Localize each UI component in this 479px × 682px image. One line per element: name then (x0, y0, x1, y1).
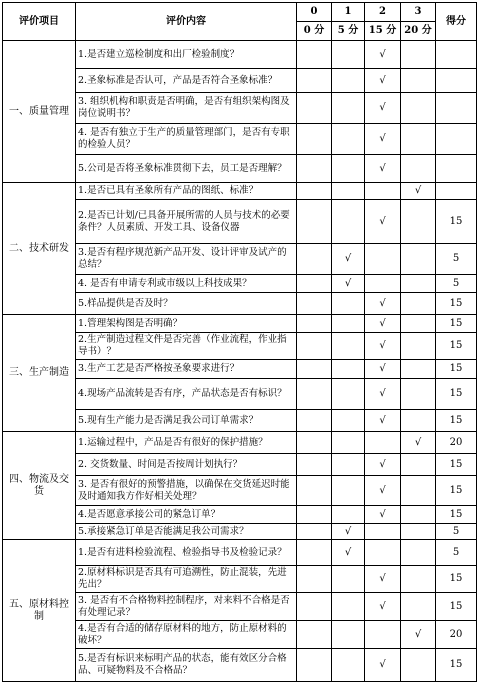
level-2-cell (365, 69, 401, 93)
level-3-cell (401, 476, 436, 506)
level-1-cell (332, 360, 365, 379)
level-3-cell (401, 410, 436, 432)
header-content: 评价内容 (76, 3, 297, 41)
level-1-cell (332, 315, 365, 333)
level-2-cell (365, 360, 401, 379)
evaluation-table (2, 2, 477, 682)
item-score: 15 (436, 476, 477, 506)
level-2-cell (365, 524, 401, 540)
level-3-cell (401, 183, 436, 200)
item-text: 4.是否愿意承接公司的紧急订单？ (76, 506, 297, 524)
level-0-cell (297, 200, 332, 244)
level-3-cell (401, 200, 436, 244)
item-score (436, 155, 477, 183)
level-0-cell (297, 432, 332, 454)
item-text: 4. 是否有独立于生产的质量管理部门，是否有专职的检验人员？ (76, 124, 297, 155)
level-2-cell (365, 155, 401, 183)
header-points-1: 5 分 (332, 22, 365, 41)
check-mark-icon: √ (379, 659, 386, 670)
item-text: 1.运输过程中，产品是否有很好的保护措施？ (76, 432, 297, 454)
item-text: 2.原材料标识是否具有可追溯性，防止混装，先进先出？ (76, 566, 297, 593)
level-3-cell (401, 333, 436, 360)
level-2-cell (365, 315, 401, 333)
level-2-cell (365, 540, 401, 566)
item-score: 15 (436, 293, 477, 315)
level-0-cell (297, 649, 332, 682)
level-2-cell (365, 476, 401, 506)
section-name: 一、质量管理 (3, 41, 76, 183)
header-level-1: 1 (332, 3, 365, 22)
level-3-cell (401, 155, 436, 183)
check-mark-icon: √ (379, 414, 386, 426)
check-mark-icon: √ (344, 253, 352, 264)
item-text: 1.是否建立巡检制度和出厂检验制度？ (76, 41, 297, 69)
level-0-cell (297, 69, 332, 93)
level-1-cell (332, 566, 365, 593)
level-3-cell (401, 454, 436, 476)
level-1-cell (332, 124, 365, 155)
item-score: 5 (436, 244, 477, 275)
level-1-cell (332, 621, 365, 649)
item-score: 15 (436, 200, 477, 244)
check-mark-icon: √ (379, 48, 386, 60)
check-mark-icon: √ (379, 162, 386, 174)
header-category: 评价项目 (3, 3, 76, 41)
check-mark-icon: √ (379, 297, 386, 309)
level-2-cell (365, 454, 401, 476)
check-mark-icon: √ (379, 508, 386, 520)
level-1-cell (332, 454, 365, 476)
level-0-cell (297, 506, 332, 524)
item-text: 5.是否有标识来标明产品的状态，能有效区分合格品、可疑物料及不合格品？ (76, 649, 297, 682)
check-mark-icon: √ (379, 74, 386, 86)
check-mark-icon: √ (379, 317, 386, 329)
item-score: 5 (436, 540, 477, 566)
level-2-cell (365, 293, 401, 315)
item-text: 3. 是否有不合格物料控制程序，对来料不合格是否有处理记录？ (76, 593, 297, 621)
level-1-cell (332, 476, 365, 506)
level-1-cell (332, 275, 365, 293)
level-2-cell (365, 183, 401, 200)
level-2-cell (365, 410, 401, 432)
check-mark-icon: √ (379, 388, 386, 399)
item-text: 5.样品提供是否及时？ (76, 293, 297, 315)
level-1-cell (332, 155, 365, 183)
level-3-cell (401, 566, 436, 593)
check-mark-icon: √ (379, 215, 386, 227)
level-0-cell (297, 333, 332, 360)
level-0-cell (297, 621, 332, 649)
level-1-cell (332, 649, 365, 682)
header-points-0: 0 分 (297, 22, 332, 41)
item-text: 5.公司是否将圣象标准贯彻下去，员工是否理解？ (76, 155, 297, 183)
level-0-cell (297, 315, 332, 333)
item-text: 2.生产制造过程文件是否完善（作业流程，作业指导书）？ (76, 333, 297, 360)
item-score: 15 (436, 410, 477, 432)
level-0-cell (297, 124, 332, 155)
level-0-cell (297, 410, 332, 432)
level-2-cell (365, 333, 401, 360)
level-2-cell (365, 244, 401, 275)
check-mark-icon: √ (414, 628, 422, 640)
level-0-cell (297, 155, 332, 183)
item-score: 15 (436, 566, 477, 593)
level-0-cell (297, 476, 332, 506)
table-row (3, 315, 477, 333)
level-0-cell (297, 540, 332, 566)
level-2-cell (365, 379, 401, 410)
check-mark-icon: √ (379, 600, 386, 612)
header-level-0: 0 (297, 3, 332, 22)
item-score: 20 (436, 621, 477, 649)
item-text: 5.承接紧急订单是否能满足我公司需求？ (76, 524, 297, 540)
level-0-cell (297, 93, 332, 124)
level-3-cell (401, 432, 436, 454)
item-score: 15 (436, 454, 477, 476)
level-3-cell (401, 593, 436, 621)
level-2-cell (365, 124, 401, 155)
check-mark-icon: √ (379, 340, 386, 351)
level-1-cell (332, 183, 365, 200)
level-0-cell (297, 379, 332, 410)
table-row (3, 41, 477, 69)
item-score: 15 (436, 360, 477, 379)
item-text: 2.圣象标准是否认可，产品是否符合圣象标准？ (76, 69, 297, 93)
header-level-2: 2 (365, 3, 401, 22)
level-0-cell (297, 244, 332, 275)
level-3-cell (401, 275, 436, 293)
level-1-cell (332, 93, 365, 124)
section-name: 三、生产制造 (3, 315, 76, 432)
item-score: 15 (436, 315, 477, 333)
item-score: 15 (436, 379, 477, 410)
item-text: 3.是否有程序规范新产品开发、设计评审及试产的总结？ (76, 244, 297, 275)
item-text: 3.生产工艺是否严格按圣象要求进行？ (76, 360, 297, 379)
level-3-cell (401, 41, 436, 69)
check-mark-icon: √ (344, 546, 352, 558)
level-2-cell (365, 200, 401, 244)
item-text: 2.是否已计划/已具备开展所需的人员与技术的必要条件？人员素质、开发工具、设备仪器 (76, 200, 297, 244)
level-1-cell (332, 41, 365, 69)
item-text: 2. 交货数量、时间是否按周计划执行？ (76, 454, 297, 476)
level-2-cell (365, 621, 401, 649)
level-1-cell (332, 524, 365, 540)
item-score (436, 124, 477, 155)
level-2-cell (365, 566, 401, 593)
check-mark-icon: √ (379, 363, 386, 374)
item-score (436, 41, 477, 69)
level-3-cell (401, 621, 436, 649)
level-1-cell (332, 410, 365, 432)
check-mark-icon: √ (414, 436, 422, 448)
level-3-cell (401, 244, 436, 275)
item-text: 3. 是否有很好的预警措施，以确保在交货延迟时能及时通知我方作好相关处理？ (76, 476, 297, 506)
level-3-cell (401, 540, 436, 566)
level-2-cell (365, 93, 401, 124)
header-points-3: 20 分 (401, 22, 436, 41)
check-mark-icon: √ (379, 102, 386, 113)
level-1-cell (332, 293, 365, 315)
level-1-cell (332, 244, 365, 275)
level-1-cell (332, 540, 365, 566)
item-text: 4.现场产品流转是否有序，产品状态是否有标识？ (76, 379, 297, 410)
section-name: 五、原材料控制 (3, 540, 76, 682)
item-score (436, 93, 477, 124)
item-score: 15 (436, 506, 477, 524)
level-1-cell (332, 506, 365, 524)
level-2-cell (365, 275, 401, 293)
level-1-cell (332, 69, 365, 93)
check-mark-icon: √ (344, 277, 352, 289)
check-mark-icon: √ (414, 185, 422, 196)
level-0-cell (297, 275, 332, 293)
item-text: 1.是否有进料检验流程、检验指导书及检验记录？ (76, 540, 297, 566)
level-0-cell (297, 454, 332, 476)
table-row (3, 183, 477, 200)
level-1-cell (332, 432, 365, 454)
item-score (436, 183, 477, 200)
level-3-cell (401, 124, 436, 155)
level-1-cell (332, 379, 365, 410)
item-score: 15 (436, 593, 477, 621)
check-mark-icon: √ (344, 525, 352, 537)
table-row (3, 540, 477, 566)
header-score: 得分 (436, 3, 477, 41)
item-score: 5 (436, 524, 477, 540)
item-score: 5 (436, 275, 477, 293)
item-text: 4. 是否有申请专利或市级以上科技成果？ (76, 275, 297, 293)
item-text: 5.现有生产能力是否满足我公司订单需求？ (76, 410, 297, 432)
level-3-cell (401, 69, 436, 93)
header-level-3: 3 (401, 3, 436, 22)
level-0-cell (297, 293, 332, 315)
level-1-cell (332, 593, 365, 621)
level-3-cell (401, 93, 436, 124)
level-3-cell (401, 379, 436, 410)
check-mark-icon: √ (379, 133, 386, 144)
level-2-cell (365, 649, 401, 682)
level-2-cell (365, 432, 401, 454)
item-score (436, 69, 477, 93)
level-2-cell (365, 593, 401, 621)
item-text: 3. 组织机构和职责是否明确，是否有组织架构图及岗位说明书？ (76, 93, 297, 124)
section-name: 四、物流及交货 (3, 432, 76, 540)
table-row (3, 432, 477, 454)
item-text: 1.是否已具有圣象所有产品的图纸、标准？ (76, 183, 297, 200)
item-text: 4.是否有合适的储存原材料的地方，防止原材料的破坏？ (76, 621, 297, 649)
level-1-cell (332, 333, 365, 360)
level-2-cell (365, 41, 401, 69)
level-0-cell (297, 360, 332, 379)
check-mark-icon: √ (379, 458, 386, 470)
section-name: 二、技术研发 (3, 183, 76, 315)
level-3-cell (401, 649, 436, 682)
item-score: 20 (436, 432, 477, 454)
item-score: 15 (436, 333, 477, 360)
level-0-cell (297, 566, 332, 593)
level-1-cell (332, 200, 365, 244)
level-3-cell (401, 524, 436, 540)
item-text: 1.管理架构图是否明确？ (76, 315, 297, 333)
level-0-cell (297, 524, 332, 540)
header-points-2: 15 分 (365, 22, 401, 41)
check-mark-icon: √ (379, 573, 386, 584)
level-3-cell (401, 293, 436, 315)
level-0-cell (297, 41, 332, 69)
level-3-cell (401, 315, 436, 333)
evaluation-body (3, 41, 477, 682)
level-0-cell (297, 183, 332, 200)
check-mark-icon: √ (379, 484, 386, 496)
level-3-cell (401, 360, 436, 379)
level-2-cell (365, 506, 401, 524)
level-3-cell (401, 506, 436, 524)
level-0-cell (297, 593, 332, 621)
item-score: 15 (436, 649, 477, 682)
